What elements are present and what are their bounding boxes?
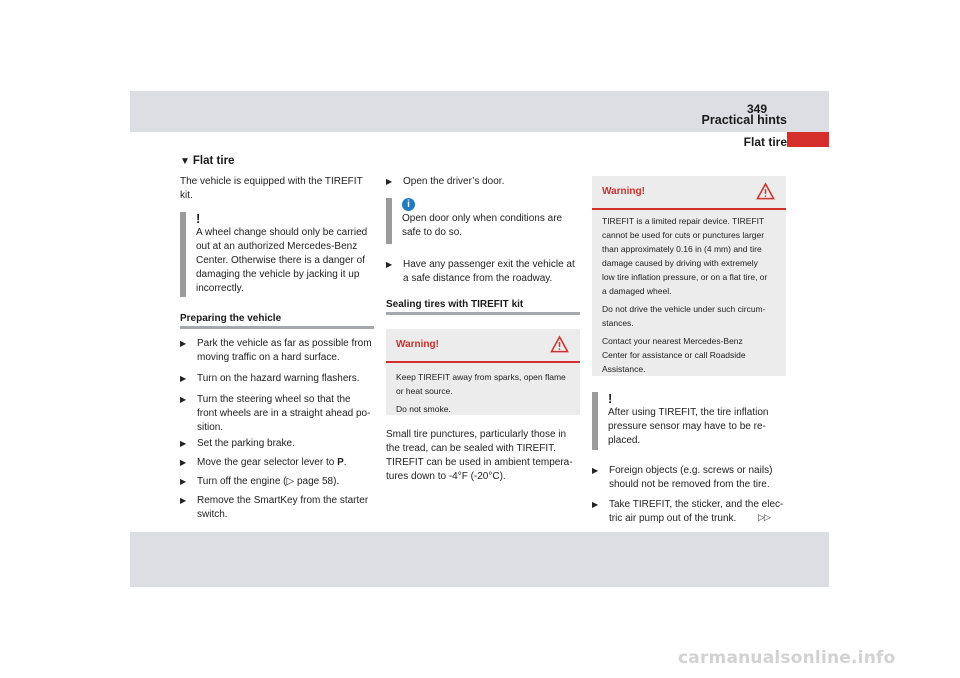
warning-text: TIREFIT is a limited repair device. TIREFIT	[602, 216, 765, 226]
header-band	[130, 91, 829, 132]
section-title: Flat tire	[192, 155, 235, 167]
warning-text: or heat source.	[396, 386, 453, 396]
step-text: tric air pump out of the trunk.	[609, 513, 737, 524]
paragraph-line: Small tire punctures, particularly those in	[386, 429, 567, 440]
bullet-arrow-icon: ▶	[180, 339, 187, 348]
warning-text: than approximately 0.16 in (4 mm) and tire	[602, 244, 762, 254]
step-text: Foreign objects (e.g. screws or nails)	[609, 465, 773, 476]
list-item	[180, 456, 380, 470]
warning-text: a damaged wheel.	[602, 286, 672, 296]
tirefit-paragraph	[386, 428, 586, 484]
info-line: safe to do so.	[402, 227, 463, 238]
step-text: Open the driver’s door.	[403, 176, 505, 187]
list-item	[592, 464, 792, 492]
caution-line: A wheel change should only be carried	[196, 227, 368, 238]
warning-body	[386, 363, 580, 426]
paragraph-line: tures down to -4°F (-20°C).	[386, 471, 506, 482]
chapter-tab	[787, 132, 829, 147]
warning-title: Warning!	[602, 186, 645, 197]
caution-line: placed.	[608, 435, 641, 446]
step-text: Take TIREFIT, the sticker, and the elec-	[609, 499, 784, 510]
intro-line-2: kit.	[180, 190, 193, 201]
list-item	[386, 258, 586, 286]
caution-line: out at an authorized Mercedes-Benz	[196, 241, 358, 252]
subheading-sealing: Sealing tires with TIREFIT kit	[386, 299, 580, 315]
continued-icon: ▷▷	[758, 512, 770, 522]
list-item	[180, 437, 380, 451]
info-notice	[386, 198, 587, 244]
list-item	[180, 393, 380, 435]
warning-text: Keep TIREFIT away from sparks, open flame	[396, 372, 566, 382]
intro-line-1: The vehicle is equipped with the TIREFIT	[180, 176, 363, 187]
step-text: Turn off the engine (▷ page 58).	[197, 476, 340, 487]
warning-text: damage caused by driving with extremely	[602, 258, 758, 268]
info-icon: i	[402, 198, 415, 211]
warning-body	[592, 210, 786, 386]
watermark: carmanualsonline.info	[678, 648, 896, 668]
step-text: should not be removed from the tire.	[609, 479, 770, 490]
warning-text: Assistance.	[602, 364, 646, 374]
bullet-arrow-icon: ▶	[386, 260, 393, 269]
step-text: sition.	[197, 422, 224, 433]
step-text: Move the gear selector lever to	[197, 457, 338, 468]
caution-notice	[180, 212, 381, 297]
bullet-arrow-icon: ▶	[180, 439, 187, 448]
warning-text: Contact your nearest Mercedes-Benz	[602, 336, 743, 346]
step-text: a safe distance from the roadway.	[403, 273, 553, 284]
header-subtitle-row	[130, 132, 829, 147]
bullet-arrow-icon: ▶	[592, 466, 599, 475]
list-item	[386, 175, 586, 189]
bullet-arrow-icon: ▶	[180, 374, 187, 383]
step-text: front wheels are in a straight ahead po-	[197, 408, 371, 419]
warning-header	[592, 176, 786, 210]
header-subtitle: Flat tire	[743, 135, 787, 149]
page-number: 349	[747, 102, 768, 116]
intro-paragraph	[180, 175, 375, 203]
step-text: Set the parking brake.	[197, 438, 295, 449]
step-text: switch.	[197, 509, 228, 520]
bullet-arrow-icon: ▶	[180, 496, 187, 505]
step-text: moving traffic on a hard surface.	[197, 352, 340, 363]
caution-line: incorrectly.	[196, 283, 244, 294]
warning-box-limited-repair	[592, 176, 786, 376]
gear-position: P	[337, 457, 344, 468]
bullet-arrow-icon: ▶	[180, 458, 187, 467]
step-text: Turn the steering wheel so that the	[197, 394, 351, 405]
subheading-preparing: Preparing the vehicle	[180, 313, 374, 329]
header-title: Practical hints	[701, 113, 787, 127]
list-item	[180, 494, 380, 522]
step-text: Remove the SmartKey from the starter	[197, 495, 369, 506]
caution-line: damaging the vehicle by jacking it up	[196, 269, 360, 280]
bullet-arrow-icon: ▶	[386, 177, 393, 186]
list-item	[180, 337, 380, 365]
warning-text: Do not smoke.	[396, 404, 451, 414]
list-item	[180, 372, 380, 386]
bullet-arrow-icon: ▶	[592, 500, 599, 509]
warning-title: Warning!	[396, 339, 439, 350]
warning-triangle-icon	[550, 335, 569, 354]
footer-band	[130, 532, 829, 587]
paragraph-line: TIREFIT can be used in ambient tempera-	[386, 457, 573, 468]
warning-text: cannot be used for cuts or punctures larger	[602, 230, 765, 240]
section-heading	[180, 155, 234, 167]
warning-text: stances.	[602, 318, 634, 328]
step-text: Turn on the hazard warning flashers.	[197, 373, 360, 384]
warning-box-sparks	[386, 329, 580, 415]
caution-icon: !	[608, 391, 613, 406]
bullet-arrow-icon: ▶	[180, 395, 187, 404]
caution-icon: !	[196, 211, 201, 226]
caution-line: After using TIREFIT, the tire inflation	[608, 407, 769, 418]
list-item	[180, 475, 380, 489]
info-line: Open door only when conditions are	[402, 213, 563, 224]
step-text: .	[343, 457, 347, 468]
step-text: Park the vehicle as far as possible from	[197, 338, 372, 349]
warning-text: low tire inflation pressure, or on a flat tire, or	[602, 272, 768, 282]
warning-triangle-icon	[756, 182, 775, 201]
section-marker-icon: ▼	[180, 156, 190, 167]
step-text: Have any passenger exit the vehicle at	[403, 259, 575, 270]
bullet-arrow-icon: ▶	[180, 477, 187, 486]
paragraph-line: the tread, can be sealed with TIREFIT.	[386, 443, 556, 454]
warning-header	[386, 329, 580, 363]
warning-text: Do not drive the vehicle under such circum-	[602, 304, 766, 314]
caution-line: Center. Otherwise there is a danger of	[196, 255, 365, 266]
caution-notice-sensor	[592, 392, 793, 450]
warning-text: Center for assistance or call Roadside	[602, 350, 746, 360]
caution-line: pressure sensor may have to be re-	[608, 421, 766, 432]
